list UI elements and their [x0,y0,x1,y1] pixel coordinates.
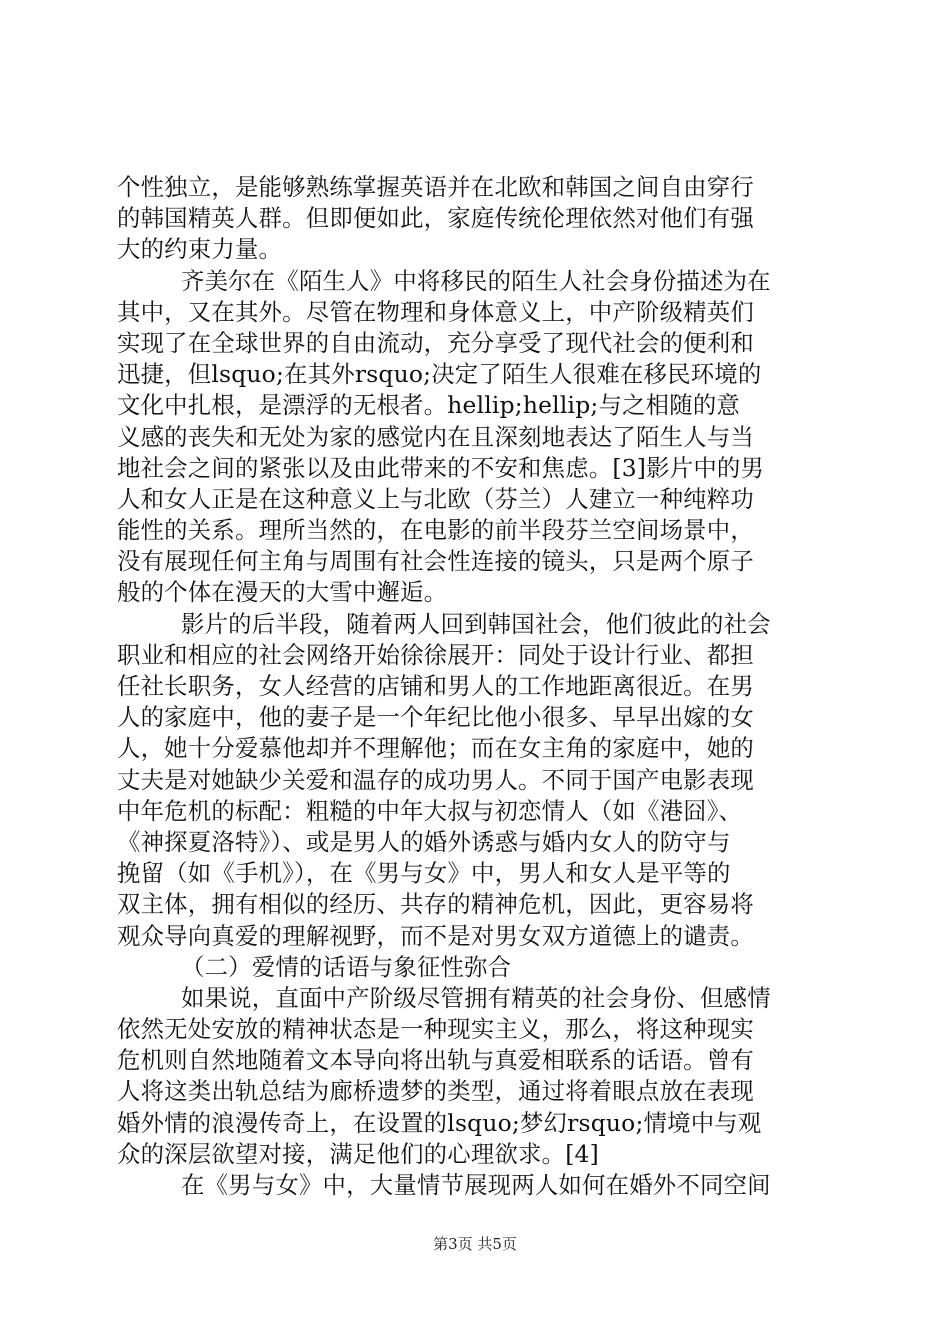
text-line: 人的家庭中，他的妻子是一个年纪比他小很多、早早出嫁的女 [117,703,754,732]
text-line: 义感的丧失和无处为家的感觉内在且深刻地表达了陌生人与当 [117,422,754,451]
section-heading: （二）爱情的话语与象征性弥合 [181,952,512,981]
paragraph-start-line: 影片的后半段，随着两人回到韩国社会，他们彼此的社会 [181,609,771,638]
paragraph-start-line: 如果说，直面中产阶级尽管拥有精英的社会身份、但感情 [181,983,771,1012]
text-line: 人将这类出轨总结为廊桥遗梦的类型，通过将着眼点放在表现 [117,1077,754,1106]
text-line: 人和女人正是在这种意义上与北欧（芬兰）人建立一种纯粹功 [117,484,754,513]
text-line: 《神探夏洛特》）、或是男人的婚外诱惑与婚内女人的防守与 [117,827,731,856]
text-line: 双主体，拥有相似的经历、共存的精神危机，因此，更容易将 [117,890,754,919]
text-line: 没有展现任何主角与周围有社会性连接的镜头，只是两个原子 [117,547,754,576]
text-line: 实现了在全球世界的自由流动，充分享受了现代社会的便利和 [117,328,754,357]
paragraph-start-line: 在《男与女》中，大量情节展现两人如何在婚外不同空间 [181,1171,771,1199]
text-line: 职业和相应的社会网络开始徐徐展开：同处于设计行业、都担 [117,640,754,669]
text-line: 众的深层欲望对接，满足他们的心理欲求。[4] [117,1139,599,1168]
text-line: 挽留（如《手机》），在《男与女》中，男人和女人是平等的 [117,859,731,888]
page-number-footer: 第3页 共5页 [433,1235,517,1253]
text-line: 迅捷，但lsquo;在其外rsquo;决定了陌生人很难在移民环境的 [117,360,762,389]
text-line: 能性的关系。理所当然的，在电影的前半段芬兰空间场景中， [117,516,754,545]
text-line: 人，她十分爱慕他却并不理解他；而在女主角的家庭中，她的 [117,734,754,763]
text-line: 地社会之间的紧张以及由此带来的不安和焦虑。[3]影片中的男 [117,453,765,482]
text-line: 般的个体在漫天的大雪中邂逅。 [117,578,448,607]
text-line: 大的约束力量。 [117,235,283,264]
text-line: 其中，又在其外。尽管在物理和身体意义上，中产阶级精英们 [117,297,754,326]
body-text [117,172,837,1201]
text-line: 的韩国精英人群。但即便如此，家庭传统伦理依然对他们有强 [117,204,754,233]
text-line: 危机则自然地随着文本导向将出轨与真爱相联系的话语。曾有 [117,1046,754,1075]
text-line: 依然无处安放的精神状态是一种现实主义，那么，将这种现实 [117,1015,754,1044]
text-line: 文化中扎根，是漂浮的无根者。hellip;hellip;与之相随的意 [117,391,741,420]
text-line: 个性独立，是能够熟练掌握英语并在北欧和韩国之间自由穿行 [117,173,754,201]
text-line: 中年危机的标配：粗糙的中年大叔与初恋情人（如《港囧》、 [117,796,743,825]
text-line: 任社长职务，女人经营的店铺和男人的工作地距离很近。在男 [117,672,754,700]
text-line: 丈夫是对她缺少关爱和温存的成功男人。不同于国产电影表现 [117,765,754,794]
paragraph-start-line: 齐美尔在《陌生人》中将移民的陌生人社会身份描述为在 [181,266,771,295]
text-line: 婚外情的浪漫传奇上，在设置的lsquo;梦幻rsquo;情境中与观 [117,1108,762,1137]
text-line: 观众导向真爱的理解视野，而不是对男女双方道德上的谴责。 [117,921,754,950]
